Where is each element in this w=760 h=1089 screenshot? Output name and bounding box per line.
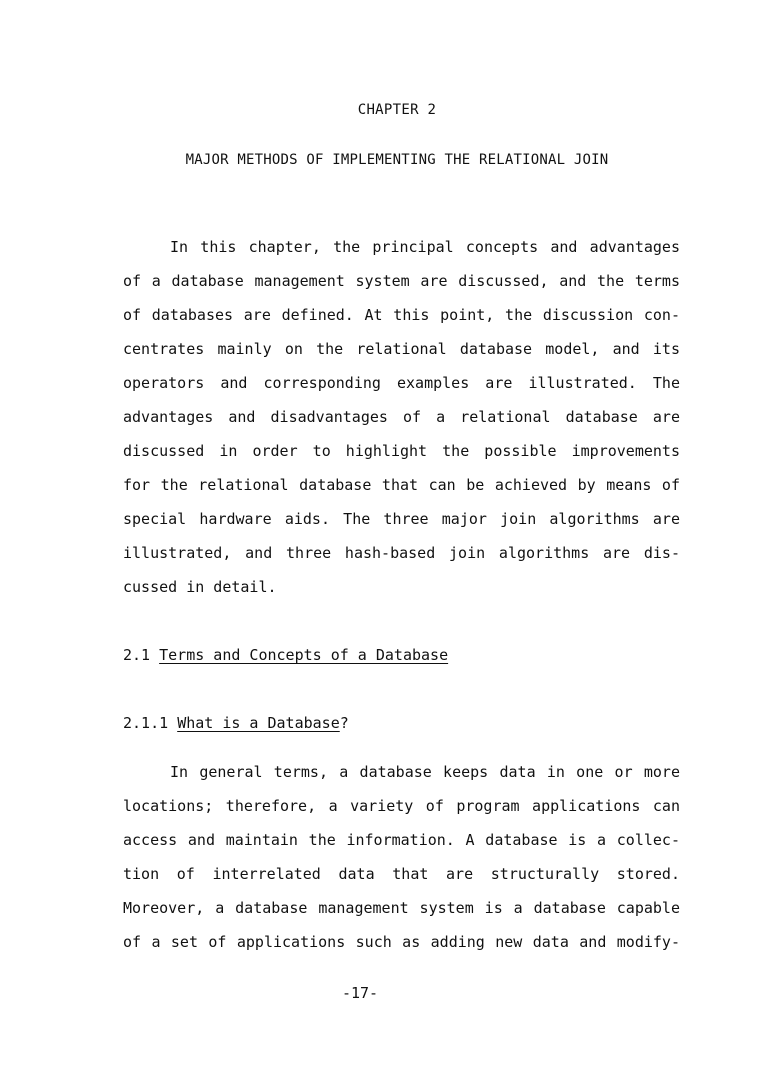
paragraph-line: operators and corresponding examples are illustrated. The [123,374,680,392]
subsection-number: 2.1.1 [123,714,169,732]
chapter-label: CHAPTER 2 [357,102,437,118]
paragraph-line: of a database management system are discussed, and the terms [123,272,680,290]
section-heading-2-1 [123,645,448,665]
page-number: -17- [341,984,379,1002]
paragraph-line: centrates mainly on the relational database model, and its [123,340,680,358]
chapter-title: MAJOR METHODS OF IMPLEMENTING THE RELATIONAL JOIN [185,152,609,168]
paragraph-line: illustrated, and three hash-based join algorithms are dis- [123,544,680,562]
subsection-title: What is a Database [177,714,340,732]
subsection-title-suffix: ? [339,714,349,732]
paragraph-line: advantages and disadvantages of a relational database are [123,408,680,426]
paragraph-line: special hardware aids. The three major join algorithms are [123,510,680,528]
paragraph-line: Moreover, a database management system is a database capable [123,899,680,917]
paragraph-line: In this chapter, the principal concepts and advantages [170,238,680,256]
paragraph-line: tion of interrelated data that are structurally stored. [123,865,680,883]
paragraph-line: of databases are defined. At this point, the discussion con- [123,306,680,324]
paragraph-line: discussed in order to highlight the possible improvements [123,442,680,460]
paragraph-line: In general terms, a database keeps data in one or more [170,763,680,781]
paragraph-line: for the relational database that can be achieved by means of [123,476,680,494]
paragraph-line: cussed in detail. [123,578,277,596]
section-title: Terms and Concepts of a Database [159,646,449,664]
section-heading-2-1-1 [123,713,349,733]
paragraph-line: of a set of applications such as adding new data and modify- [123,933,680,951]
paragraph-line: locations; therefore, a variety of program applications can [123,797,680,815]
paragraph-line: access and maintain the information. A database is a collec- [123,831,680,849]
section-number: 2.1 [123,646,151,664]
